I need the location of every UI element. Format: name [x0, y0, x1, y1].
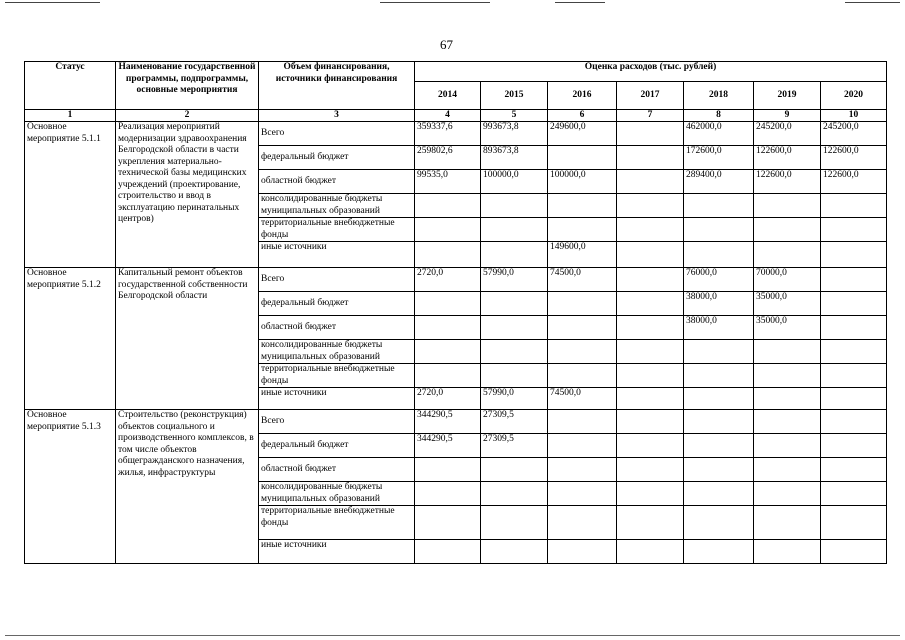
header-year: 2017 [617, 82, 684, 110]
value-cell [821, 540, 887, 564]
value-cell [821, 268, 887, 292]
value-cell [548, 410, 617, 434]
value-cell [548, 506, 617, 540]
value-cell: 359337,6 [415, 122, 481, 146]
funding-source: федеральный бюджет [259, 292, 415, 316]
funding-source: территориальные внебюджетные фонды [259, 218, 415, 242]
column-number: 3 [259, 110, 415, 122]
column-number: 9 [754, 110, 821, 122]
header-year: 2014 [415, 82, 481, 110]
header-year: 2020 [821, 82, 887, 110]
column-number: 6 [548, 110, 617, 122]
value-cell [754, 242, 821, 268]
header-year: 2015 [481, 82, 548, 110]
row-measure-name: Капитальный ремонт объектов государственной собственности Белгородской области [116, 268, 259, 410]
row-measure-name: Строительство (реконструкция) объектов социального и производственного комплексов, в том числе объектов общегражданского назначения, жилья, инфраструктуры [116, 410, 259, 564]
top-rule-2 [380, 2, 490, 3]
value-cell: 344290,5 [415, 410, 481, 434]
funding-source: федеральный бюджет [259, 434, 415, 458]
value-cell [481, 292, 548, 316]
funding-source: территориальные внебюджетные фонды [259, 506, 415, 540]
value-cell [617, 482, 684, 506]
value-cell: 100000,0 [481, 170, 548, 194]
value-cell [684, 540, 754, 564]
value-cell [821, 364, 887, 388]
value-cell [821, 506, 887, 540]
header-year: 2018 [684, 82, 754, 110]
value-cell [821, 410, 887, 434]
value-cell [617, 340, 684, 364]
value-cell: 100000,0 [548, 170, 617, 194]
value-cell: 893673,8 [481, 146, 548, 170]
header-year: 2016 [548, 82, 617, 110]
column-number: 7 [617, 110, 684, 122]
value-cell [754, 340, 821, 364]
value-cell: 27309,5 [481, 434, 548, 458]
row-status: Основное мероприятие 5.1.1 [25, 122, 116, 268]
funding-source: областной бюджет [259, 316, 415, 340]
column-number: 2 [116, 110, 259, 122]
funding-source: Всего [259, 268, 415, 292]
value-cell [481, 458, 548, 482]
value-cell: 122600,0 [754, 170, 821, 194]
value-cell [821, 292, 887, 316]
top-rule-3 [555, 2, 605, 3]
value-cell [415, 340, 481, 364]
value-cell [821, 316, 887, 340]
value-cell [754, 540, 821, 564]
value-cell: 38000,0 [684, 316, 754, 340]
value-cell [754, 194, 821, 218]
value-cell [617, 458, 684, 482]
value-cell [754, 506, 821, 540]
funding-source: консолидированные бюджеты муниципальных образований [259, 194, 415, 218]
funding-source: иные источники [259, 242, 415, 268]
value-cell [684, 388, 754, 410]
value-cell [548, 194, 617, 218]
value-cell [617, 410, 684, 434]
value-cell [617, 170, 684, 194]
value-cell: 259802,6 [415, 146, 481, 170]
value-cell: 57990,0 [481, 268, 548, 292]
value-cell [617, 242, 684, 268]
value-cell [548, 540, 617, 564]
value-cell [754, 482, 821, 506]
column-number: 10 [821, 110, 887, 122]
value-cell [684, 506, 754, 540]
value-cell [754, 218, 821, 242]
value-cell [415, 218, 481, 242]
column-number: 4 [415, 110, 481, 122]
value-cell: 70000,0 [754, 268, 821, 292]
value-cell [548, 434, 617, 458]
value-cell [821, 218, 887, 242]
value-cell [548, 364, 617, 388]
value-cell [415, 316, 481, 340]
value-cell: 74500,0 [548, 268, 617, 292]
header-finance: Объем финансирования, источники финансирования [259, 62, 415, 110]
value-cell: 76000,0 [684, 268, 754, 292]
value-cell: 57990,0 [481, 388, 548, 410]
value-cell [481, 316, 548, 340]
value-cell [617, 316, 684, 340]
value-cell [821, 242, 887, 268]
value-cell [617, 194, 684, 218]
table-row [25, 410, 887, 434]
value-cell: 993673,8 [481, 122, 548, 146]
value-cell [415, 482, 481, 506]
value-cell [754, 458, 821, 482]
value-cell: 35000,0 [754, 292, 821, 316]
value-cell: 344290,5 [415, 434, 481, 458]
funding-source: консолидированные бюджеты муниципальных образований [259, 340, 415, 364]
value-cell: 149600,0 [548, 242, 617, 268]
value-cell [548, 218, 617, 242]
table-body [25, 122, 887, 564]
value-cell [684, 194, 754, 218]
value-cell [617, 218, 684, 242]
funding-source: областной бюджет [259, 458, 415, 482]
value-cell: 74500,0 [548, 388, 617, 410]
top-rule-4 [845, 2, 900, 3]
value-cell [548, 292, 617, 316]
value-cell: 172600,0 [684, 146, 754, 170]
value-cell [481, 218, 548, 242]
value-cell [548, 146, 617, 170]
value-cell [415, 364, 481, 388]
value-cell [754, 410, 821, 434]
value-cell [684, 482, 754, 506]
top-rule-1 [5, 2, 100, 3]
funding-source: консолидированные бюджеты муниципальных образований [259, 482, 415, 506]
value-cell: 289400,0 [684, 170, 754, 194]
funding-source: территориальные внебюджетные фонды [259, 364, 415, 388]
value-cell: 122600,0 [821, 146, 887, 170]
value-cell [617, 122, 684, 146]
column-number: 1 [25, 110, 116, 122]
row-status: Основное мероприятие 5.1.2 [25, 268, 116, 410]
funding-source: Всего [259, 410, 415, 434]
funding-source: федеральный бюджет [259, 146, 415, 170]
header-name: Наименование государственной программы, подпрограммы, основные мероприятия [116, 62, 259, 110]
header-year: 2019 [754, 82, 821, 110]
column-number: 8 [684, 110, 754, 122]
value-cell [481, 242, 548, 268]
value-cell [684, 218, 754, 242]
value-cell [821, 194, 887, 218]
value-cell: 35000,0 [754, 316, 821, 340]
page-number: 67 [440, 37, 453, 52]
value-cell: 38000,0 [684, 292, 754, 316]
value-cell [481, 194, 548, 218]
value-cell [481, 482, 548, 506]
value-cell [821, 434, 887, 458]
value-cell [617, 292, 684, 316]
table-row [25, 122, 887, 146]
value-cell [684, 242, 754, 268]
value-cell [548, 340, 617, 364]
value-cell [481, 340, 548, 364]
value-cell [481, 540, 548, 564]
value-cell [481, 364, 548, 388]
value-cell [617, 268, 684, 292]
value-cell: 122600,0 [821, 170, 887, 194]
header-estimate: Оценка расходов (тыс. рублей) [415, 62, 887, 82]
value-cell [415, 540, 481, 564]
budget-table [24, 61, 887, 564]
value-cell [684, 340, 754, 364]
value-cell [684, 434, 754, 458]
value-cell [684, 364, 754, 388]
funding-source: областной бюджет [259, 170, 415, 194]
column-numbers-row [25, 110, 887, 122]
value-cell [821, 458, 887, 482]
value-cell [415, 242, 481, 268]
header-status: Статус [25, 62, 116, 110]
value-cell [548, 316, 617, 340]
value-cell [754, 364, 821, 388]
column-number: 5 [481, 110, 548, 122]
value-cell: 2720,0 [415, 388, 481, 410]
value-cell [617, 506, 684, 540]
value-cell [415, 292, 481, 316]
value-cell [548, 458, 617, 482]
value-cell [821, 388, 887, 410]
value-cell [684, 458, 754, 482]
value-cell: 462000,0 [684, 122, 754, 146]
value-cell [617, 364, 684, 388]
funding-source: Всего [259, 122, 415, 146]
value-cell [481, 506, 548, 540]
value-cell: 122600,0 [754, 146, 821, 170]
funding-source: иные источники [259, 388, 415, 410]
value-cell [684, 410, 754, 434]
value-cell: 245200,0 [821, 122, 887, 146]
value-cell: 245200,0 [754, 122, 821, 146]
value-cell [821, 340, 887, 364]
value-cell: 2720,0 [415, 268, 481, 292]
value-cell [754, 434, 821, 458]
funding-source: иные источники [259, 540, 415, 564]
value-cell [415, 458, 481, 482]
value-cell [821, 482, 887, 506]
row-measure-name: Реализация мероприятий модернизации здравоохранения Белгородской области в части укрепления материально-технической базы медицинских учреждений (проектирование, строительство и ввод в эксплуатацию перинатальных центров) [116, 122, 259, 268]
row-status: Основное мероприятие 5.1.3 [25, 410, 116, 564]
value-cell [548, 482, 617, 506]
value-cell [617, 540, 684, 564]
value-cell: 249600,0 [548, 122, 617, 146]
value-cell [754, 388, 821, 410]
table-row [25, 268, 887, 292]
value-cell [617, 388, 684, 410]
value-cell: 99535,0 [415, 170, 481, 194]
bottom-rule [5, 635, 900, 636]
value-cell [415, 194, 481, 218]
value-cell [617, 146, 684, 170]
value-cell [415, 506, 481, 540]
value-cell: 27309,5 [481, 410, 548, 434]
value-cell [617, 434, 684, 458]
